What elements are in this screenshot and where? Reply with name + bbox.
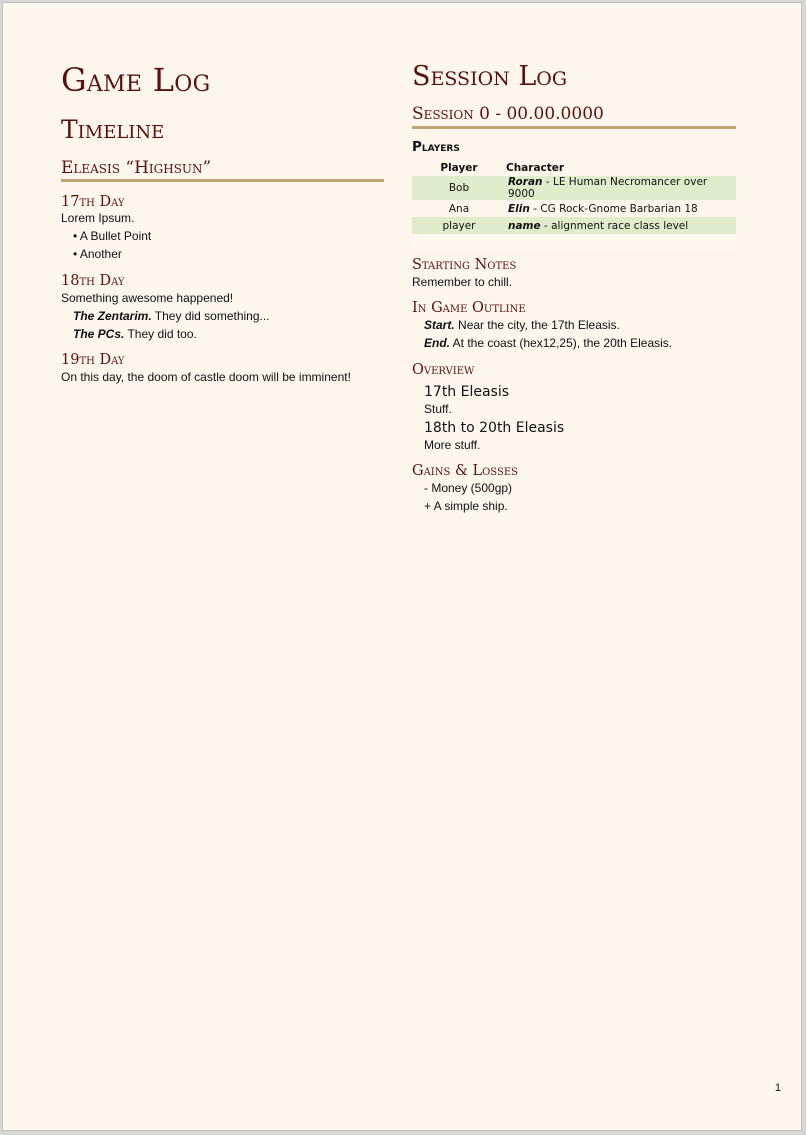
overview-item-text: More stuff.	[424, 438, 481, 452]
document-page	[2, 2, 802, 1131]
gains-losses-heading: Gains & Losses	[412, 463, 518, 479]
outline-text: At the coast (hex12,25), the 20th Eleasis.	[450, 336, 673, 350]
gains-item: + A simple ship.	[424, 499, 508, 513]
table-row	[412, 217, 736, 234]
outline-text: Near the city, the 17th Eleasis.	[454, 318, 620, 332]
day-text: Lorem Ipsum.	[61, 211, 135, 225]
outline-line	[412, 316, 620, 334]
table-row-empty	[412, 234, 736, 249]
character-desc: - CG Rock-Gnome Barbarian 18	[529, 202, 698, 215]
session-heading: Session 0 - 00.00.0000	[412, 104, 604, 124]
list-item: • A Bullet Point	[73, 227, 151, 245]
starting-notes-heading: Starting Notes	[412, 257, 517, 273]
list-item: • Another	[73, 245, 151, 263]
note-lead: The PCs.	[73, 327, 125, 341]
eleasis-heading: Eleasis “Highsun”	[61, 158, 212, 178]
column-header-character: Character	[506, 161, 565, 174]
outline-heading: In Game Outline	[412, 300, 526, 316]
table-header-row	[412, 159, 736, 176]
character-name: Elin	[508, 202, 530, 215]
session-rule	[412, 126, 736, 129]
character-cell	[506, 217, 736, 234]
players-heading: Players	[412, 139, 460, 155]
timeline-heading: Timeline	[61, 115, 165, 144]
overview-item-text: Stuff.	[424, 402, 452, 416]
gains-item: - Money (500gp)	[424, 481, 513, 495]
day-text: Something awesome happened!	[61, 291, 234, 305]
bullet-list	[61, 227, 151, 263]
overview-item-title: 18th to 20th Eleasis	[424, 420, 565, 436]
note-line	[61, 307, 270, 325]
game-log-title: Game Log	[61, 61, 211, 99]
day-heading: 17th Day	[61, 194, 125, 210]
player-cell: player	[412, 217, 506, 234]
section-rule	[61, 179, 384, 182]
day-text: On this day, the doom of castle doom will be imminent!	[61, 370, 351, 384]
day-heading: 19th Day	[61, 352, 125, 368]
note-text: They did too.	[124, 327, 197, 341]
players-table	[412, 159, 736, 249]
outline-line	[412, 334, 672, 352]
table-row	[412, 200, 736, 217]
character-cell	[506, 200, 736, 217]
table-row	[412, 176, 736, 200]
note-lead: The Zentarim.	[73, 309, 152, 323]
character-cell	[506, 176, 736, 200]
character-name: name	[508, 219, 541, 232]
character-name: Roran	[508, 176, 543, 188]
player-cell: Ana	[448, 202, 470, 215]
column-header-player: Player	[440, 161, 478, 174]
players-table-wrap	[412, 159, 736, 249]
page-number: 1	[774, 1082, 781, 1094]
overview-item-title: 17th Eleasis	[424, 384, 510, 400]
outline-lead: End.	[424, 336, 450, 350]
outline-lead: Start.	[424, 318, 455, 332]
starting-notes-text: Remember to chill.	[412, 275, 513, 289]
note-line	[61, 325, 197, 343]
session-log-title: Session Log	[412, 61, 568, 92]
character-desc: - LE Human Necromancer over 9000	[508, 176, 708, 200]
note-text: They did something...	[151, 309, 270, 323]
player-cell: Bob	[412, 176, 506, 200]
overview-heading: Overview	[412, 362, 475, 378]
character-desc: - alignment race class level	[540, 219, 689, 232]
day-heading: 18th Day	[61, 273, 125, 289]
